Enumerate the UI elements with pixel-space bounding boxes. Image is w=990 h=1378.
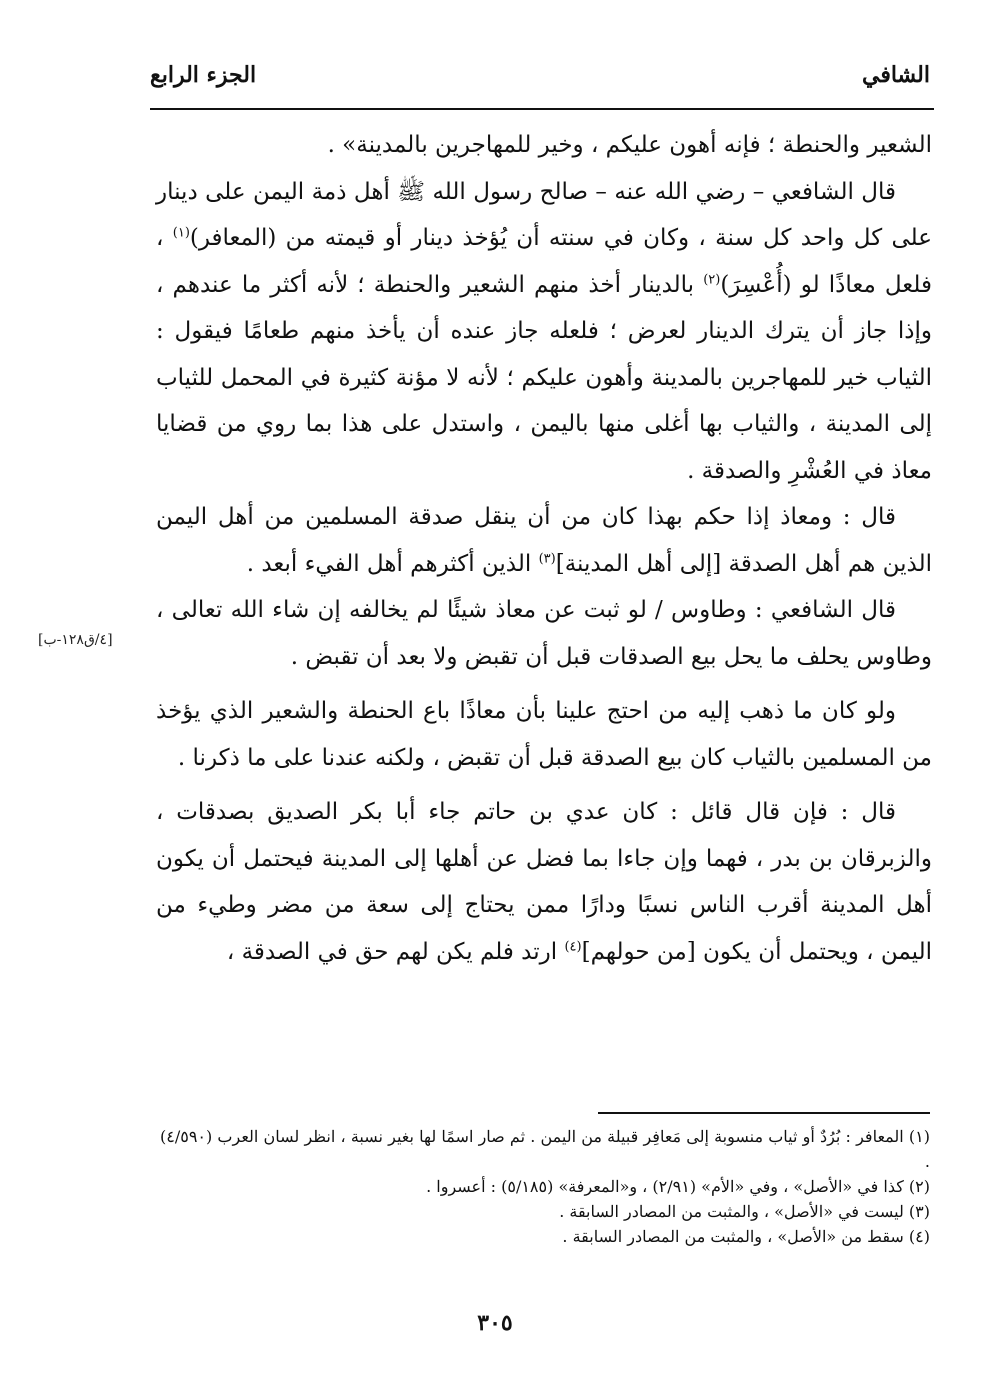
paragraph-3-text-b: الذين أكثرهم أهل الفيء أبعد .: [246, 550, 539, 577]
page-number: ٣٠٥: [477, 1310, 513, 1336]
footnote-1: (١) المعافر : بُرُدٌ أو ثياب منسوبة إلى مَعافِر قبيلة من اليمن . ثم صار اسمًا لها بغير نسبة ، انظر لسان العرب (٤/٥٩٠) .: [160, 1127, 930, 1171]
footnote-3: (٣) ليست في «الأصل» ، والمثبت من المصادر السابقة .: [559, 1202, 930, 1221]
manuscript-folio-marker: [٤/ق١٢٨-ب]: [38, 632, 113, 648]
paragraph-2-text: قال الشافعي – رضي الله عنه – صالح رسول الله ﷺ أهل ذمة اليمن على دينار على كل واحد كل سنة ، وكان في سنته أن يُؤخذ دينار أو قيمته من (المعافر): [156, 178, 932, 251]
footnote-ref-2[interactable]: (٢): [703, 271, 721, 287]
paragraph-6-text: قال : فإن قال قائل : كان عدي بن حاتم جاء أبا بكر الصديق بصدقات ، والزبرقان بن بدر ، فهما وإن جاءا بما فضل عن أهلها إلى المدينة فيحتمل أن يكون أهل المدينة أقرب الناس نسبًا ودارًا ممن يحتاج إلى سعة من مضر وطيء من اليمن ، ويحتمل أن يكون [من حولهم]: [156, 799, 932, 965]
footnote-4: (٤) سقط من «الأصل» ، والمثبت من المصادر السابقة .: [562, 1227, 930, 1246]
paragraph-5-text: ولو كان ما ذهب إليه من احتج علينا بأن معاذًا باع الحنطة والشعير الذي يؤخذ من المسلمين بالثياب كان بيع الصدقة قبل أن تقبض ، ولكنه عندنا على ما ذكرنا .: [156, 698, 932, 771]
paragraph-6-text-b: ارتد فلم يكن لهم حق في الصدقة ،: [226, 938, 565, 965]
paragraph-2-text-b: ، فلعل معاذًا لو (أُعْسِرَ): [156, 225, 932, 298]
paragraph-4-text: قال الشافعي : وطاوس / لو ثبت عن معاذ شيئًا لم يخالفه إن شاء الله تعالى ، وطاوس يحلف ما يحل بيع الصدقات قبل أن تقبض ولا بعد أن تقبض .: [156, 597, 932, 670]
paragraph-2: [156, 169, 932, 495]
paragraph-4: [156, 587, 932, 680]
footnote-ref-1[interactable]: (١): [172, 225, 190, 241]
footnote-ref-3[interactable]: (٣): [538, 550, 556, 566]
paragraph-1-text: الشعير والحنطة ؛ فإنه أهون عليكم ، وخير للمهاجرين بالمدينة» .: [327, 132, 932, 158]
paragraph-3-text: قال : ومعاذ إذا حكم بهذا كان من أن ينقل صدقة المسلمين من أهل اليمن الذين هم أهل الصدقة [إلى أهل المدينة]: [156, 504, 932, 577]
paragraph-2-text-c: بالدينار أخذ منهم الشعير والحنطة ؛ لأنه أكثر ما عندهم ، وإذا جاز أن يترك الدينار لعرض ؛ فلعله جاز عنده أن يأخذ منهم طعامًا فيقول : الثياب خير للمهاجرين بالمدينة وأهون عليكم ؛ لأنه لا مؤنة كثيرة في المحمل للثياب إلى المدينة ، والثياب بها أغلى منها باليمن ، واستدل على هذا بما روي من قضايا معاذ في العُشْرِ والصدقة .: [156, 271, 932, 484]
paragraph-1: [156, 122, 932, 169]
footnotes-section: [160, 1124, 930, 1249]
footnote-2: (٢) كذا في «الأصل» ، وفي «الأم» (٢/٩١) ، و«المعرفة» (٥/١٨٥) : أعسروا .: [426, 1177, 930, 1196]
volume-label: الجزء الرابع: [150, 62, 257, 88]
paragraph-6: [156, 789, 932, 975]
paragraph-5: [156, 688, 932, 781]
main-text: [156, 122, 932, 975]
paragraph-3: [156, 494, 932, 587]
running-header: [150, 62, 930, 102]
footnote-ref-4[interactable]: (٤): [564, 938, 582, 954]
header-divider: [150, 108, 934, 110]
book-title: الشافي: [862, 62, 930, 88]
footnote-divider: [598, 1112, 930, 1114]
